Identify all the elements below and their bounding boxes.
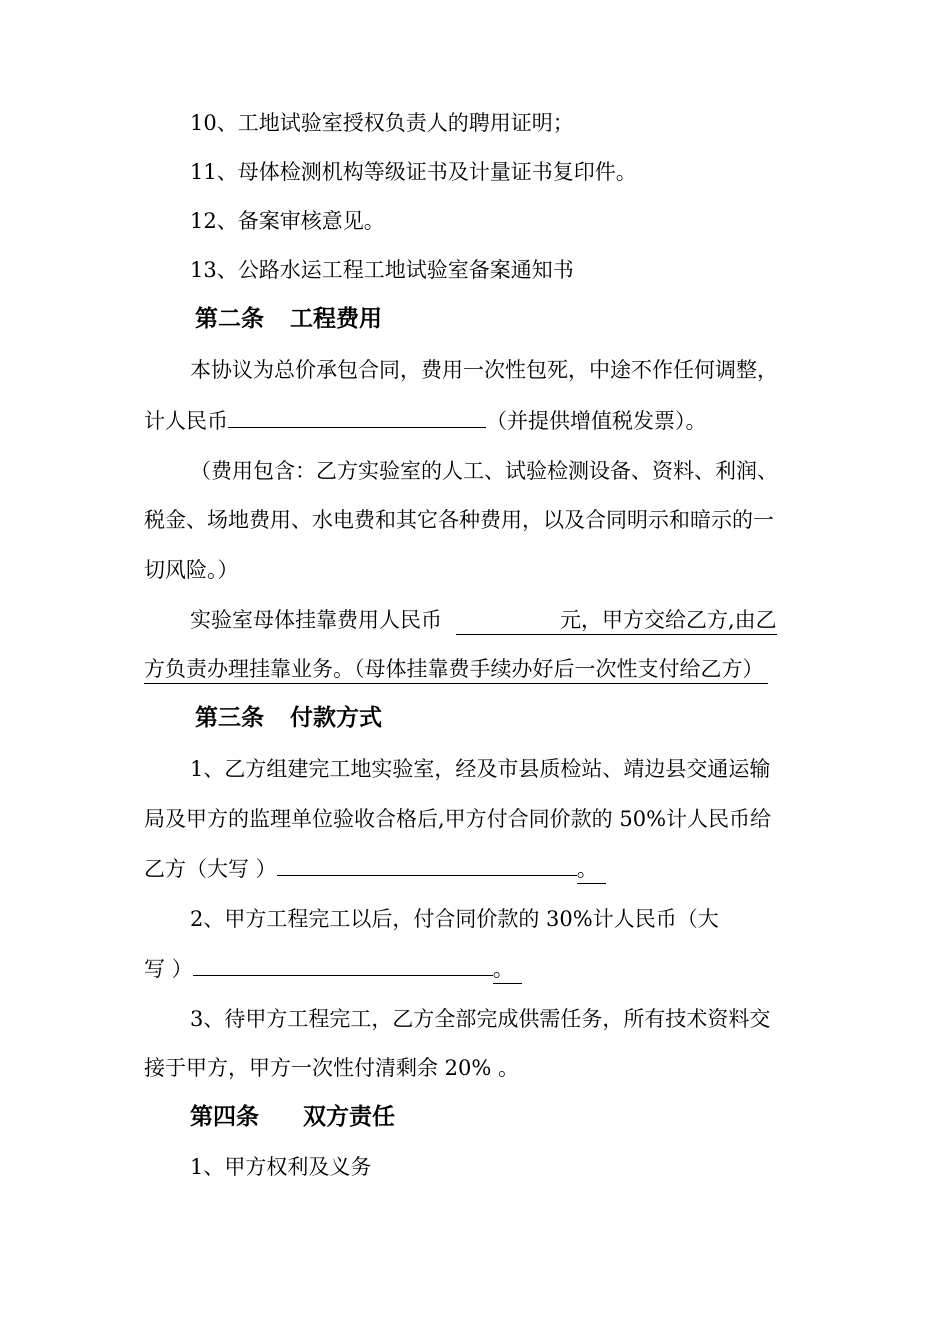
- article-2-para-1-line-2: [144, 405, 707, 436]
- payment-1-end: 。: [577, 857, 606, 884]
- article-3-item-1-line-3: [144, 853, 606, 884]
- article-2-para-3-line-2: [144, 654, 768, 684]
- affiliation-fee-underlined: [456, 608, 777, 635]
- price-note: （并提供增值税发票）。: [486, 409, 707, 433]
- article-3-item-1-line-2: 局及甲方的监理单位验收合格后,甲方付合同价款的 50%计人民币给: [144, 807, 772, 831]
- article-2-para-2-line-2: 税金、场地费用、水电费和其它各种费用，以及合同明示和暗示的一: [144, 508, 774, 532]
- payment-1-blank: [277, 853, 577, 876]
- article-3-number: 第三条: [195, 705, 264, 731]
- article-4-number: 第四条: [190, 1104, 259, 1130]
- article-3-item-1-line-1: 1、乙方组建完工地实验室，经及市县质检站、靖边县交通运输: [190, 757, 771, 781]
- list-item-12: 12、备案审核意见。: [190, 209, 385, 233]
- article-3-heading: [195, 703, 382, 733]
- article-2-para-1-line-1: 本协议为总价承包合同，费用一次性包死，中途不作任何调整，: [190, 358, 778, 382]
- payment-2-blank: [193, 953, 493, 976]
- list-item-13: 13、公路水运工程工地试验室备案通知书: [190, 258, 574, 282]
- article-3-item-3-line-1: 3、待甲方工程完工，乙方全部完成供需任务，所有技术资料交: [190, 1007, 771, 1031]
- article-3-item-2-line-1: 2、甲方工程完工以后，付合同价款的 30%计人民币（大: [190, 907, 719, 931]
- article-2-para-2-line-3: 切风险。）: [144, 558, 239, 582]
- payment-1-label: 乙方（大写 ）: [144, 857, 277, 881]
- affiliation-fee-tail: 元，甲方交给乙方,由乙: [560, 608, 777, 632]
- payment-2-label: 写 ）: [144, 957, 193, 981]
- article-4-item-1: 1、甲方权利及义务: [190, 1155, 372, 1179]
- article-3-title: 付款方式: [290, 705, 382, 731]
- article-4-heading: [190, 1102, 395, 1132]
- price-label: 计人民币: [144, 409, 228, 433]
- list-item-11: 11、母体检测机构等级证书及计量证书复印件。: [190, 160, 637, 184]
- list-item-10: 10、工地试验室授权负责人的聘用证明；: [190, 111, 574, 135]
- article-3-item-2-line-2: [144, 953, 522, 984]
- article-2-number: 第二条: [195, 306, 264, 332]
- article-2-para-3-line-1: [190, 605, 777, 635]
- affiliation-fee-label: 实验室母体挂靠费用人民币: [190, 608, 442, 632]
- article-2-para-2-line-1: （费用包含：乙方实验室的人工、试验检测设备、资料、利润、: [190, 459, 778, 483]
- article-4-title: 双方责任: [303, 1104, 395, 1130]
- affiliation-fee-blank: [456, 605, 560, 627]
- price-blank: [228, 405, 486, 428]
- article-3-item-3-line-2: 接于甲方，甲方一次性付清剩余 20% 。: [144, 1056, 520, 1080]
- article-2-title: 工程费用: [290, 306, 382, 332]
- affiliation-fee-note: 方负责办理挂靠业务。（母体挂靠费手续办好后一次性支付给乙方）: [144, 657, 768, 684]
- article-2-heading: [195, 304, 382, 334]
- payment-2-end: 。: [493, 957, 522, 984]
